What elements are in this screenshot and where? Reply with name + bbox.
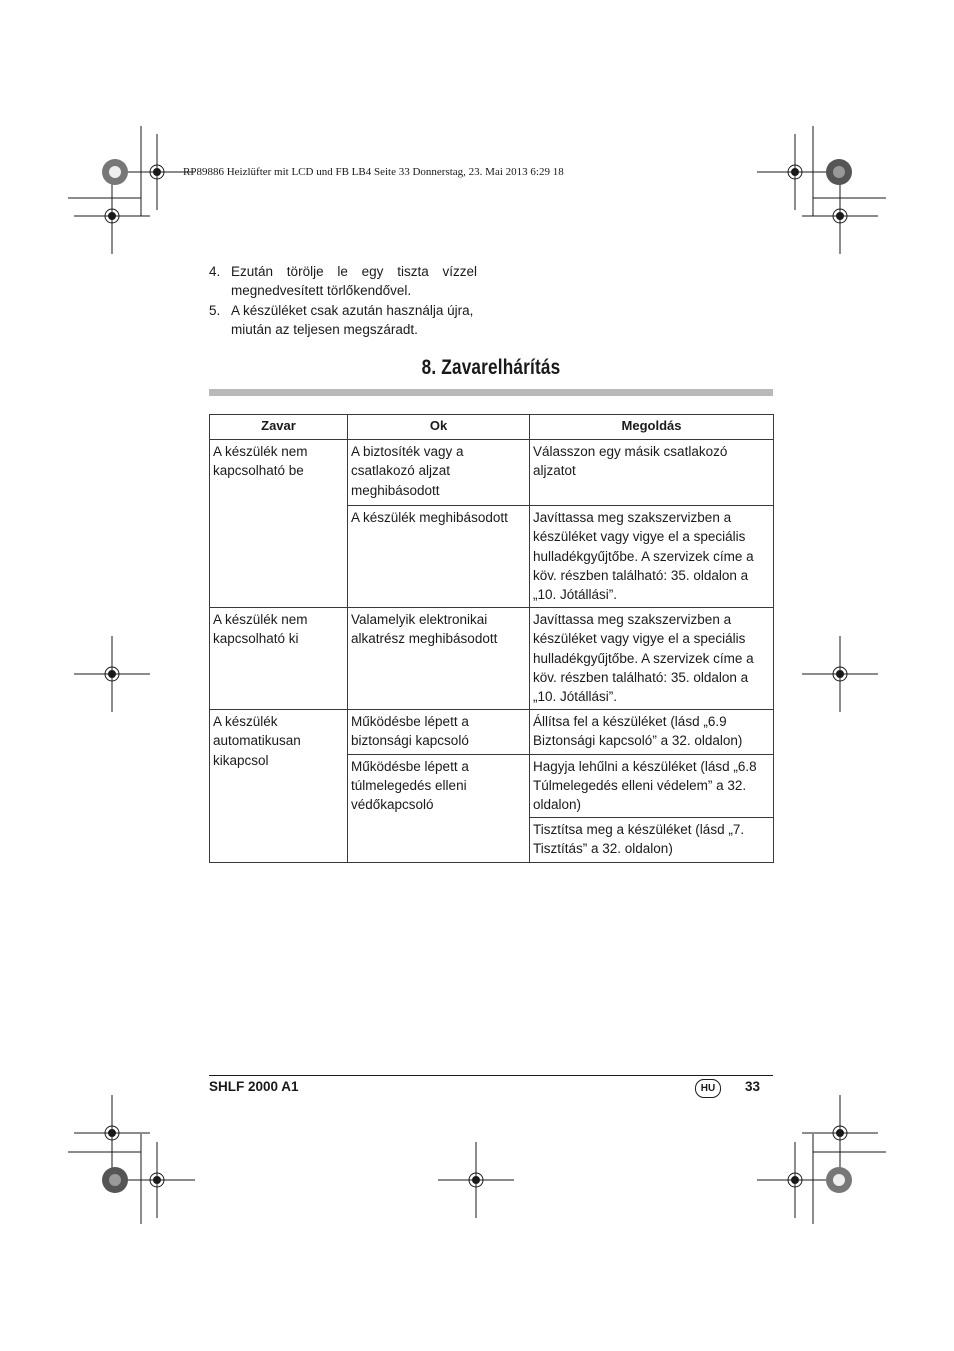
table-row — [210, 608, 774, 710]
column-header-megoldas: Megoldás — [530, 415, 774, 440]
troubleshooting-table — [209, 414, 774, 863]
cell-ok: Működésbe lépett a biztonsági kapcsoló — [348, 710, 530, 754]
cell-megoldas: Válasszon egy másik csatlakozó aljzatot — [530, 440, 774, 506]
table-row — [210, 710, 774, 754]
section-title: 8. Zavarelhárítás — [421, 356, 561, 379]
cell-megoldas: Javíttassa meg szakszervizben a készüléket vagy vigye el a speciális hulladékgyűjtőbe. A szervizek címe a köv. részben található: 35. oldalon a „10. Jótállási”. — [530, 506, 774, 608]
cell-zavar: A készülék automatikusan kikapcsol — [210, 710, 348, 862]
table-header-row — [210, 415, 774, 440]
cell-zavar: A készülék nem kapcsolható be — [210, 440, 348, 608]
language-badge: HU — [695, 1079, 721, 1098]
footer-rule — [209, 1075, 773, 1076]
cell-ok: A készülék meghibásodott — [348, 506, 530, 608]
cell-zavar: A készülék nem kapcsolható ki — [210, 608, 348, 710]
column-header-zavar: Zavar — [210, 415, 348, 440]
page-number: 33 — [745, 1079, 761, 1094]
cell-megoldas: Hagyja lehűlni a készüléket (lásd „6.8 Túlmelegedés elleni védelem” a 32. oldalon) — [530, 754, 774, 818]
cell-megoldas: Tisztítsa meg a készüléket (lásd „7. Tisztítás” a 32. oldalon) — [530, 818, 774, 862]
step-number: 4. — [209, 264, 221, 279]
print-slug-header: RP89886 Heizlüfter mit LCD und FB LB4 Seite 33 Donnerstag, 23. Mai 2013 6:29 18 — [183, 166, 564, 178]
title-underline-bar — [209, 389, 773, 396]
list-item — [209, 301, 477, 339]
table-row — [210, 440, 774, 506]
cell-ok: Valamelyik elektronikai alkatrész meghibásodott — [348, 608, 530, 710]
step-number: 5. — [209, 303, 221, 318]
footer-model-name: SHLF 2000 A1 — [209, 1079, 299, 1094]
cleaning-steps-list — [209, 262, 477, 340]
list-item — [209, 262, 477, 300]
step-text: A készüléket csak azután használja újra, miután az teljesen megszáradt. — [231, 303, 474, 337]
cell-ok: Működésbe lépett a túlmelegedés elleni védőkapcsoló — [348, 754, 530, 862]
cell-megoldas: Állítsa fel a készüléket (lásd „6.9 Biztonsági kapcsoló” a 32. oldalon) — [530, 710, 774, 754]
cell-ok: A biztosíték vagy a csatlakozó aljzat meghibásodott — [348, 440, 530, 506]
column-header-ok: Ok — [348, 415, 530, 440]
cell-megoldas: Javíttassa meg szakszervizben a készüléket vagy vigye el a speciális hulladékgyűjtőbe. A szervizek címe a köv. részben található: 35. oldalon a „10. Jótállási”. — [530, 608, 774, 710]
step-text: Ezután törölje le egy tiszta vízzel megnedvesített törlőkendővel. — [231, 264, 477, 298]
